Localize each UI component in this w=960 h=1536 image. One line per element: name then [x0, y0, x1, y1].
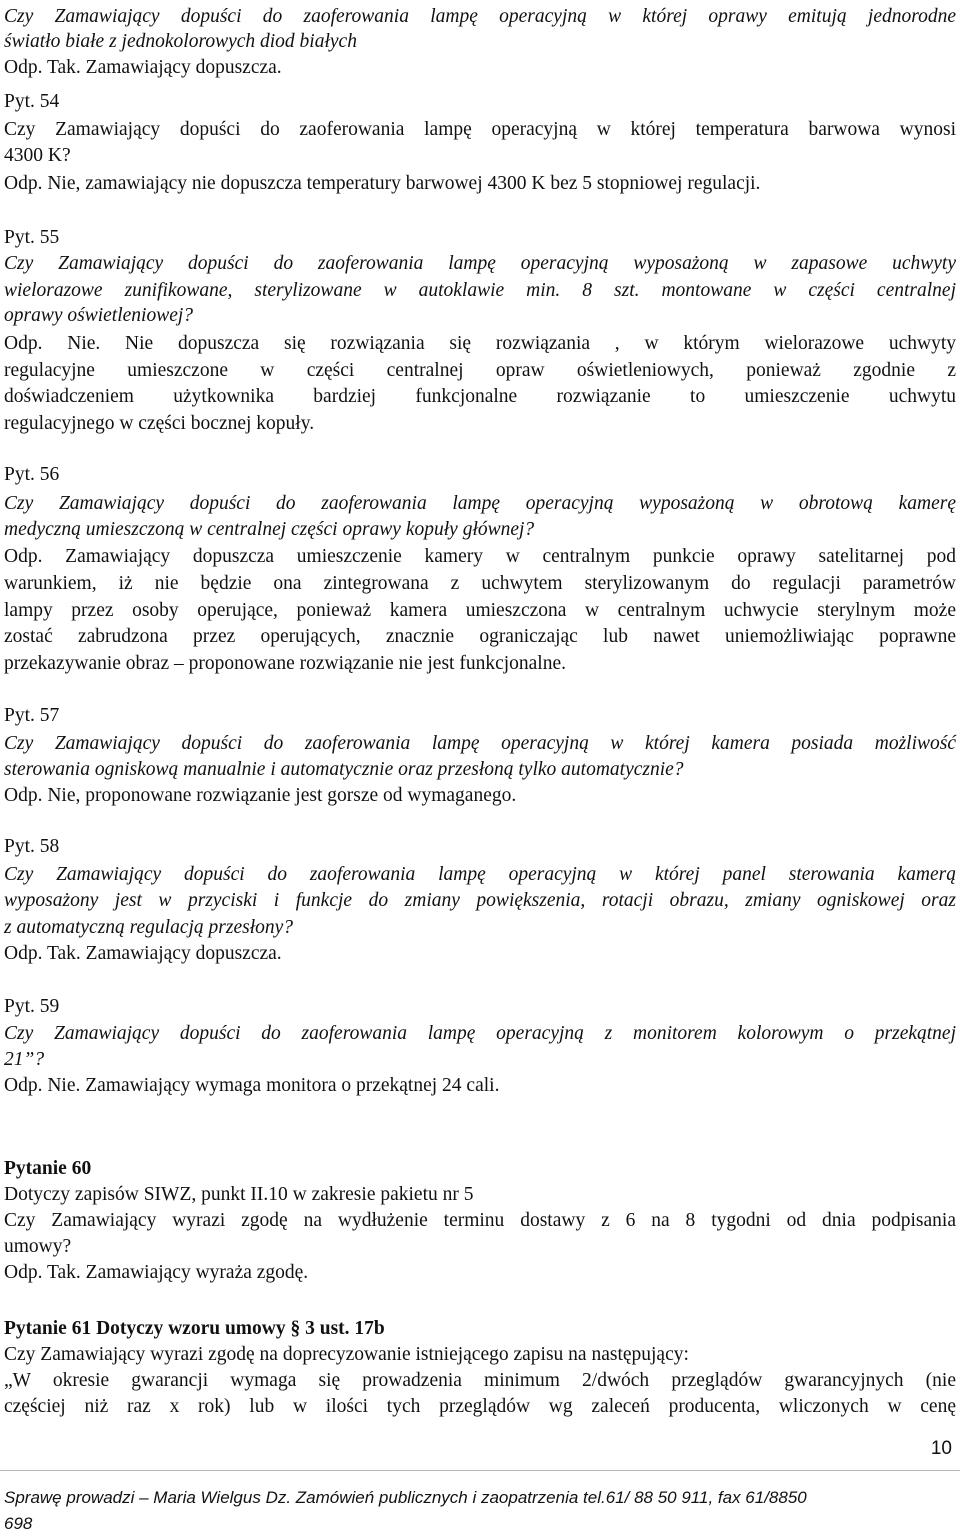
page-number: 10 [930, 1438, 952, 1459]
text-line: Czy Zamawiający dopuści do zaoferowania lampę operacyjną z monitorem kolorowym o przekątnej [4, 1023, 956, 1044]
text-line: Pyt. 55 [4, 227, 60, 248]
text-line: Czy Zamawiający dopuści do zaoferowania lampę operacyjną w której temperatura barwowa wynosi [4, 119, 956, 140]
text-line: Pytanie 60 [4, 1158, 92, 1179]
text-line: lampy przez osoby operujące, ponieważ kamera umieszczona w centralnym uchwycie sterylnym może [4, 600, 956, 621]
text-line: Odp. Nie. Nie dopuszcza się rozwiązania się rozwiązania , w którym wielorazowe uchwyty [4, 333, 956, 354]
footer-divider [0, 1470, 960, 1471]
text-line: 21”? [4, 1049, 45, 1070]
text-line: Odp. Zamawiający dopuszcza umieszczenie kamery w centralnym punkcie oprawy satelitarnej pod [4, 546, 956, 567]
text-line: Czy Zamawiający dopuści do zaoferowania lampę operacyjną w której oprawy emitują jednorodne [4, 6, 956, 27]
text-line: Dotyczy zapisów SIWZ, punkt II.10 w zakresie pakietu nr 5 [4, 1184, 474, 1205]
text-line: Czy Zamawiający wyrazi zgodę na wydłużenie terminu dostawy z 6 na 8 tygodni od dnia podpisania [4, 1210, 956, 1231]
text-line: „W okresie gwarancji wymaga się prowadzenia minimum 2/dwóch przeglądów gwarancyjnych (nie [4, 1370, 956, 1391]
text-line: Odp. Tak. Zamawiający wyraża zgodę. [4, 1262, 309, 1283]
text-line: Odp. Nie. Zamawiający wymaga monitora o przekątnej 24 cali. [4, 1075, 500, 1096]
text-line: Czy Zamawiający wyrazi zgodę na doprecyzowanie istniejącego zapisu na następujący: [4, 1344, 689, 1365]
text-line: wyposażony jest w przyciski i funkcje do zmiany powiększenia, rotacji obrazu, zmiany ogniskowej oraz [4, 890, 956, 911]
text-line: Czy Zamawiający dopuści do zaoferowania lampę operacyjną w której panel sterowania kamerą [4, 864, 956, 885]
text-line: wielorazowe zunifikowane, sterylizowane w autoklawie min. 8 szt. montowane w części centralnej [4, 280, 956, 301]
footer-contact-continuation: 698 [4, 1514, 33, 1533]
footer-contact: Sprawę prowadzi – Maria Wielgus Dz. Zamówień publicznych i zaopatrzenia tel.61/ 88 50 911, fax 61/8850 [4, 1488, 807, 1507]
text-line: regulacyjnego w części bocznej kopuły. [4, 413, 315, 434]
text-line: światło białe z jednokolorowych diod białych [4, 31, 357, 52]
text-line: Pyt. 54 [4, 91, 60, 112]
text-line: Czy Zamawiający dopuści do zaoferowania lampę operacyjną w której kamera posiada możliwość [4, 733, 956, 754]
text-line: Pyt. 59 [4, 996, 60, 1017]
text-line: Odp. Nie, proponowane rozwiązanie jest gorsze od wymaganego. [4, 785, 517, 806]
text-line: Odp. Nie, zamawiający nie dopuszcza temperatury barwowej 4300 K bez 5 stopniowej regulacji. [4, 173, 761, 194]
text-line: zostać zabrudzona przez operujących, znacznie ograniczając lub nawet uniemożliwiając poprawne [4, 626, 956, 647]
text-line: Czy Zamawiający dopuści do zaoferowania lampę operacyjną wyposażoną w obrotową kamerę [4, 493, 956, 514]
text-line: Czy Zamawiający dopuści do zaoferowania lampę operacyjną wyposażoną w zapasowe uchwyty [4, 253, 956, 274]
text-line: Pyt. 58 [4, 836, 60, 857]
text-line: Pytanie 61 Dotyczy wzoru umowy § 3 ust. 17b [4, 1318, 385, 1339]
text-line: regulacyjne umieszczone w części centralnej opraw oświetleniowych, ponieważ zgodnie z [4, 360, 956, 381]
text-line: częściej niż raz x rok) lub w ilości tych przeglądów wg zaleceń producenta, wliczonych w cenę [4, 1396, 956, 1417]
text-line: Pyt. 57 [4, 705, 60, 726]
text-line: warunkiem, iż nie będzie ona zintegrowana z uchwytem sterylizowanym do regulacji parametrów [4, 573, 956, 594]
text-line: sterowania ogniskową manualnie i automatycznie oraz przesłoną tylko automatycznie? [4, 759, 684, 780]
text-line: oprawy oświetleniowej? [4, 305, 194, 326]
text-line: umowy? [4, 1236, 72, 1257]
text-line: Pyt. 56 [4, 464, 60, 485]
text-line: doświadczeniem użytkownika bardziej funkcjonalne rozwiązanie to umieszczenie uchwytu [4, 386, 956, 407]
text-line: medyczną umieszczoną w centralnej części oprawy kopuły głównej? [4, 519, 535, 540]
text-line: 4300 K? [4, 145, 71, 166]
text-line: przekazywanie obraz – proponowane rozwiązanie nie jest funkcjonalne. [4, 653, 566, 674]
text-line: Odp. Tak. Zamawiający dopuszcza. [4, 943, 282, 964]
text-line: z automatyczną regulacją przesłony? [4, 917, 294, 938]
text-line: Odp. Tak. Zamawiający dopuszcza. [4, 57, 282, 78]
